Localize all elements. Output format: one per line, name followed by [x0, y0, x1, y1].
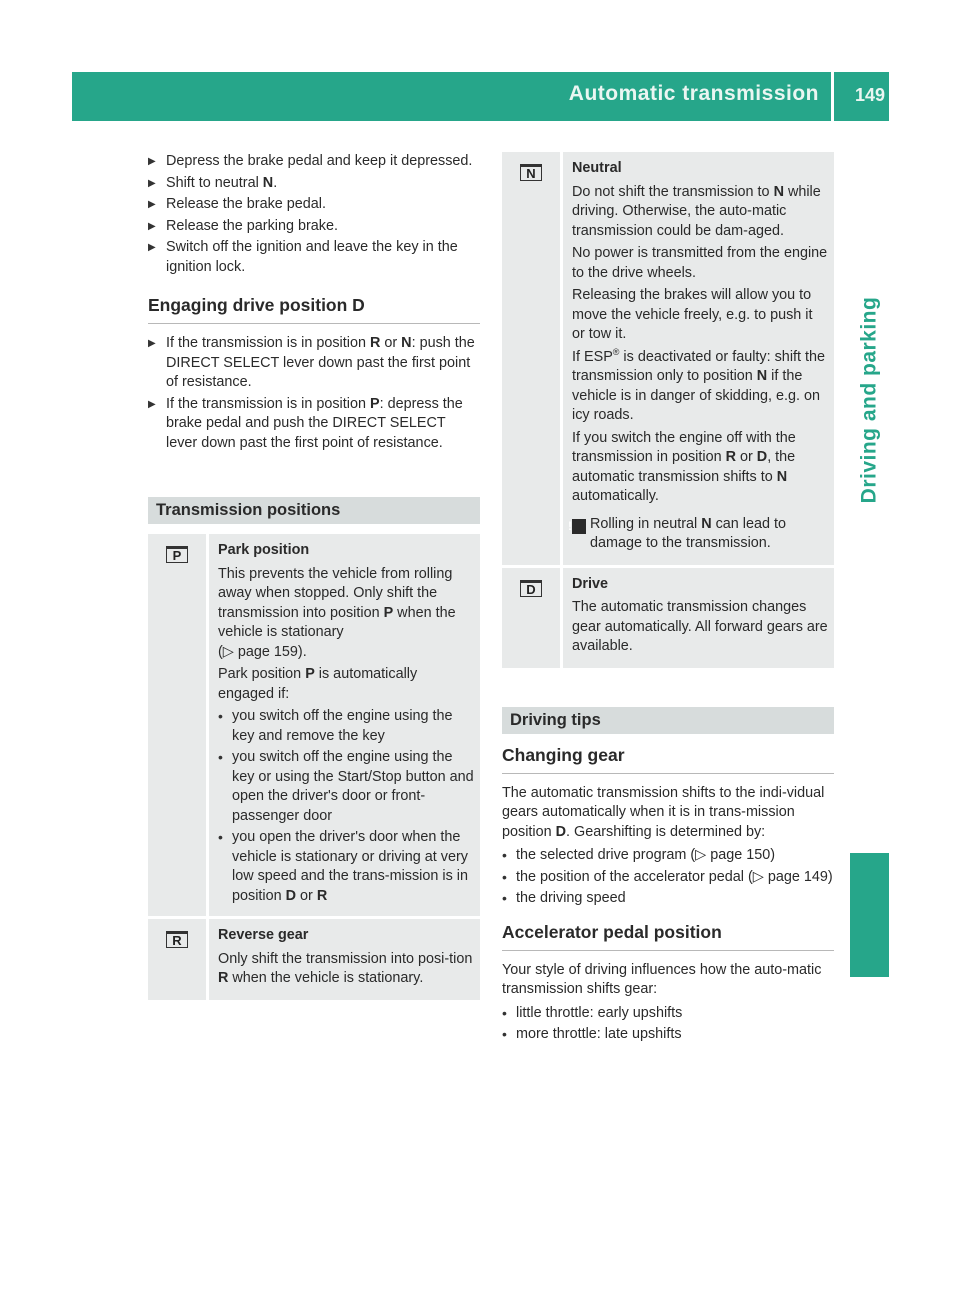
transmission-positions-table [148, 534, 480, 1000]
page-number: 149 [854, 85, 885, 105]
instruction-step: ▶ If the transmission is in position P: depress the brake pedal and push the DIRECT SELECT lever down past the first point of resistance. [148, 395, 463, 451]
list-item: • the selected drive program (▷ page 150) [502, 846, 834, 866]
instruction-step: ▶ Depress the brake pedal and keep it depressed. [148, 152, 480, 172]
park-title: Park position [218, 542, 310, 558]
list-item: • little throttle: early upshifts [502, 1004, 834, 1024]
drive-gear-icon: D [520, 580, 542, 597]
step-arrow-icon: ▶ [148, 398, 156, 410]
bullet-icon: • [502, 890, 507, 906]
reverse-title: Reverse gear [218, 927, 309, 943]
chapter-title: Automatic transmission [568, 82, 819, 105]
warning-note: ! Rolling in neutral N can lead to damage to the transmission. [568, 515, 787, 551]
step-arrow-icon: ▶ [148, 338, 156, 349]
left-column [148, 152, 480, 1000]
reverse-gear-icon: R [166, 931, 188, 948]
step-arrow-icon: ▶ [148, 199, 156, 210]
header-divider [831, 72, 834, 121]
bullet-icon: • [502, 868, 507, 885]
section-thumb-tab [850, 853, 889, 977]
reverse-desc: Only shift the transmission into posi-tion R when the vehicle is stationary. [218, 950, 473, 986]
transmission-positions-heading: Transmission positions [148, 497, 480, 524]
page-ref-icon: ▷ [695, 847, 707, 863]
step-arrow-icon: ▶ [148, 242, 156, 253]
engage-drive-heading: Engaging drive position D [148, 294, 480, 324]
page-ref-link[interactable]: page 159). [237, 643, 307, 660]
bullet-icon: • [502, 1026, 507, 1042]
step-arrow-icon: ▶ [148, 177, 156, 189]
park-position-row [148, 534, 480, 919]
neutral-row: N Neutral Do not shift the transmission to N while driving. Otherwise, the auto-matic transmission could be dam-aged. No power is transmitted from the engine to the drive wheels. Releasing the brakes will allow you to move the vehicle freely, e.g. to push it or tow it. If ESP® is deactivated or faulty: shift the transmission only to position N if the vehicle is in danger of skidding, e.g. on icy roads. If you switch the engine off with the transmission in position R or D, the automatic transmission shifts to N automatically. ! Rolling in neutral N can lead to damage to the transmission. [502, 152, 834, 568]
bullet-icon: • [502, 1004, 507, 1021]
section-side-label [848, 180, 890, 620]
list-item: • the driving speed [502, 889, 834, 909]
drive-row [502, 568, 834, 668]
page-ref-icon: ▷ [752, 868, 764, 885]
list-item: • you switch off the engine using the key or using the Start/Stop button and open the driver's door or front-passenger door [218, 749, 474, 824]
list-item: • you open the driver's door when the vehicle is stationary or driving at very low speed and the trans-mission is in position D or R [218, 829, 468, 904]
page-header [72, 72, 889, 121]
bullet-icon: • [502, 847, 507, 863]
right-column [502, 152, 834, 1047]
page-ref-link[interactable]: page 150) [706, 847, 776, 863]
bullet-icon: • [218, 829, 223, 845]
instruction-step: ▶ Release the brake pedal. [148, 195, 480, 215]
drive-desc: The automatic transmission changes gear automatically. All forward gears are available. [572, 599, 828, 654]
park-gear-icon: P [166, 546, 188, 563]
changing-gear-text: The automatic transmission shifts to the indi-vidual gears automatically when it is in trans-mission position D. Gearshifting is determined by: [502, 784, 825, 840]
driving-tips-heading: Driving tips [502, 707, 834, 734]
reverse-gear-row [148, 919, 480, 1000]
instruction-step: ▶ If the transmission is in position R or N: push the DIRECT SELECT lever down past the first point of resistance. [148, 335, 475, 390]
park-desc: This prevents the vehicle from rolling away when stopped. Only shift the transmission into position P when the vehicle is stationary (▷ page 159). [218, 565, 456, 660]
step-arrow-icon: ▶ [148, 220, 156, 232]
park-auto-engage: Park position P is automatically engaged if: [218, 666, 418, 702]
accelerator-heading: Accelerator pedal position [502, 921, 834, 951]
instruction-step: ▶ Shift to neutral N. [148, 174, 480, 194]
transmission-positions-table-cont [502, 152, 834, 668]
bullet-icon: • [218, 708, 223, 724]
instruction-step: ▶ Release the parking brake. [148, 217, 480, 237]
neutral-title: Neutral [572, 160, 622, 176]
step-arrow-icon: ▶ [148, 156, 156, 167]
neutral-gear-icon: N [520, 164, 542, 181]
list-item: • more throttle: late upshifts [502, 1025, 834, 1045]
page-ref-icon: ▷ [222, 643, 234, 660]
bullet-icon: • [218, 749, 223, 765]
page-ref-link[interactable]: page 149) [763, 868, 833, 885]
instruction-step: ▶ Switch off the ignition and leave the key in the ignition lock. [148, 239, 458, 275]
warning-icon: ! [572, 519, 586, 534]
changing-gear-heading: Changing gear [502, 744, 834, 774]
drive-title: Drive [572, 575, 608, 592]
accelerator-text: Your style of driving influences how the auto-matic transmission shifts gear: [502, 961, 822, 997]
section-side-label-text: Driving and parking [857, 296, 881, 504]
list-item: • you switch off the engine using the key and remove the key [218, 708, 453, 744]
list-item: • the position of the accelerator pedal (▷ page 149) [502, 868, 834, 888]
